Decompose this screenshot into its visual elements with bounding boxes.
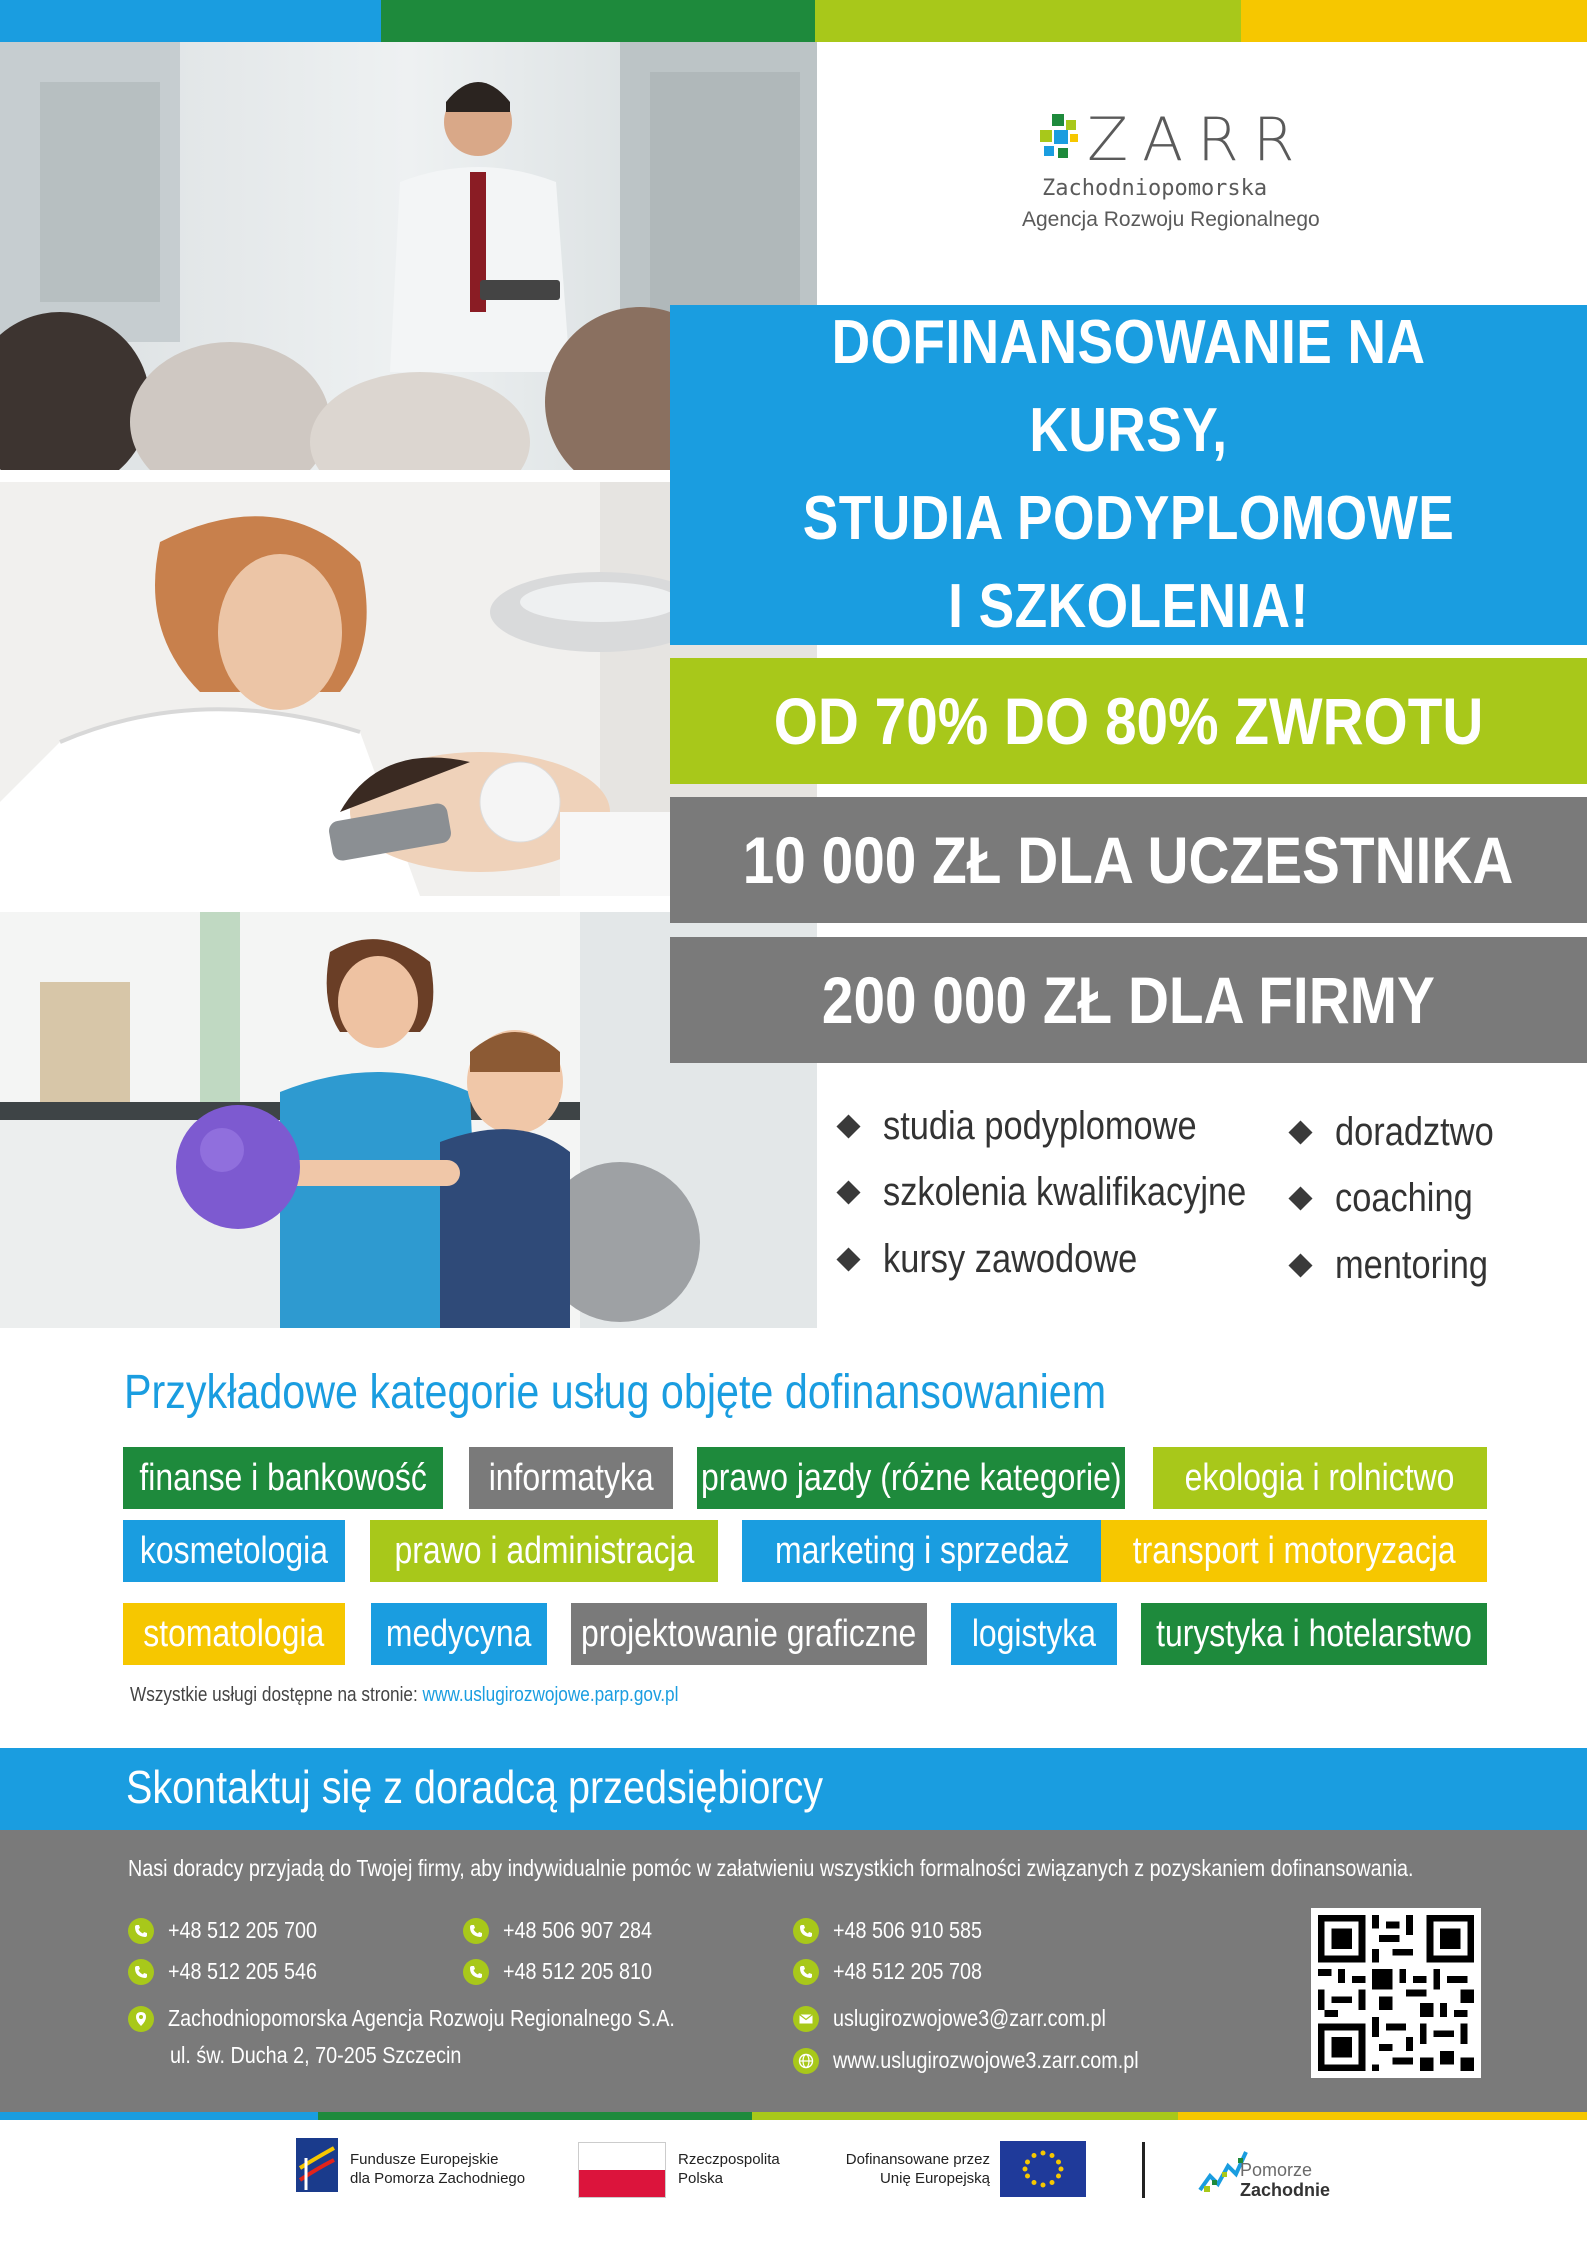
top-stripe-green: [381, 0, 815, 42]
diamond-icon: [836, 1114, 860, 1138]
category-tag: transport i motoryzacja: [1101, 1520, 1487, 1582]
qr-code[interactable]: [1311, 1908, 1481, 2078]
top-stripe-blue: [0, 0, 381, 42]
headline-line3: I SZKOLENIA!: [948, 572, 1309, 641]
bottom-stripe-yellow: [1178, 2112, 1587, 2120]
phone-line[interactable]: +48 506 910 585: [793, 1917, 1006, 1944]
services-link[interactable]: www.uslugirozwojowe.parp.gov.pl: [422, 1684, 679, 1706]
category-tag: marketing i sprzedaż: [742, 1520, 1102, 1582]
logo-subtitle-line2: Agencja Rozwoju Regionalnego: [1022, 208, 1320, 231]
category-tag: stomatologia: [123, 1603, 345, 1665]
list-item: coaching: [1292, 1176, 1495, 1221]
services-footnote: [130, 1684, 678, 1707]
polish-flag-icon: [578, 2142, 666, 2198]
bottom-stripe-lime: [752, 2112, 1178, 2120]
address-line: Zachodniopomorska Agencja Rozwoju Regionalnego S.A.: [128, 2005, 757, 2032]
list-item: doradztwo: [1292, 1110, 1520, 1155]
headline-box: [670, 305, 1587, 645]
phone-icon: [128, 1959, 154, 1985]
top-stripe-lime: [815, 0, 1241, 42]
category-tag: kosmetologia: [123, 1520, 345, 1582]
category-tag: ekologia i rolnictwo: [1153, 1447, 1487, 1509]
eu-flag-icon: [1000, 2141, 1086, 2197]
diamond-icon: [1288, 1186, 1312, 1210]
fundusze-europejskie-label: Fundusze Europejskie dla Pomorza Zachodniego: [350, 2151, 526, 2187]
envelope-icon: [793, 2006, 819, 2032]
zarr-logo-word: ZARR: [1087, 105, 1309, 175]
company-band: [670, 937, 1587, 1063]
globe-icon: [793, 2048, 819, 2074]
phone-icon: [463, 1959, 489, 1985]
contact-title: Skontaktuj się z doradcą przedsiębiorcy: [126, 1761, 824, 1813]
category-tag: prawo i administracja: [370, 1520, 718, 1582]
top-stripe-yellow: [1241, 0, 1587, 42]
category-tag: informatyka: [469, 1447, 673, 1509]
bottom-stripe-green: [318, 2112, 752, 2120]
list-item: kursy zawodowe: [840, 1237, 1179, 1282]
website-line[interactable]: www.uslugirozwojowe3.zarr.com.pl: [793, 2047, 1188, 2074]
category-tag: prawo jazdy (różne kategorie): [697, 1447, 1125, 1509]
fundusze-europejskie-icon: [296, 2138, 338, 2192]
list-item: mentoring: [1292, 1243, 1513, 1288]
pomorze-zachodnie-label: Pomorze Zachodnie: [1240, 2160, 1331, 2200]
contact-description: Nasi doradcy przyjadą do Twojej firmy, aby indywidualnie pomóc w załatwieniu wszystkich formalności związanych z pozyskaniem dofinansowania.: [128, 1855, 1414, 1881]
footnote-text: Wszystkie usługi dostępne na stronie:: [130, 1684, 423, 1706]
logo-subtitle-line1: Zachodniopomorska: [1042, 176, 1268, 201]
headline-line2: STUDIA PODYPLOMOWE: [802, 484, 1455, 553]
diamond-icon: [836, 1180, 860, 1204]
category-tag: projektowanie graficzne: [571, 1603, 927, 1665]
location-pin-icon: [128, 2006, 154, 2032]
diamond-icon: [1288, 1120, 1312, 1144]
phone-icon: [463, 1918, 489, 1944]
phone-icon: [793, 1918, 819, 1944]
rzeczpospolita-label: Rzeczpospolita Polska: [678, 2151, 780, 2187]
bottom-stripe-blue: [0, 2112, 318, 2120]
phone-line[interactable]: +48 506 907 284: [463, 1917, 676, 1944]
refund-band: [670, 658, 1587, 784]
address-street: ul. św. Ducha 2, 70-205 Szczecin: [170, 2042, 462, 2068]
list-item: studia podyplomowe: [840, 1104, 1248, 1149]
phone-line[interactable]: +48 512 205 708: [793, 1958, 1006, 1985]
headline-line1: DOFINANSOWANIE NA KURSY,: [831, 308, 1426, 465]
phone-line[interactable]: +48 512 205 546: [128, 1958, 341, 1985]
category-tag: turystyka i hotelarstwo: [1141, 1603, 1487, 1665]
list-item: szkolenia kwalifikacyjne: [840, 1170, 1305, 1215]
email-line[interactable]: uslugirozwojowe3@zarr.com.pl: [793, 2005, 1150, 2032]
category-tag: finanse i bankowość: [123, 1447, 443, 1509]
diamond-icon: [836, 1247, 860, 1271]
phone-icon: [128, 1918, 154, 1944]
phone-line[interactable]: +48 512 205 810: [463, 1958, 676, 1985]
phone-icon: [793, 1959, 819, 1985]
participant-band: [670, 797, 1587, 923]
categories-title: Przykładowe kategorie usług objęte dofinansowaniem: [124, 1366, 1107, 1419]
phone-line[interactable]: +48 512 205 700: [128, 1917, 341, 1944]
category-tag: medycyna: [371, 1603, 547, 1665]
category-tag: logistyka: [951, 1603, 1117, 1665]
diamond-icon: [1288, 1253, 1312, 1277]
refund-text: OD 70% DO 80% ZWROTU: [773, 684, 1484, 758]
participant-text: 10 000 ZŁ DLA UCZESTNIKA: [743, 823, 1514, 897]
eu-funding-label: Dofinansowane przez Unię Europejską: [845, 2151, 990, 2187]
company-text: 200 000 ZŁ DLA FIRMY: [822, 963, 1435, 1037]
zarr-logo-mark: [1040, 114, 1084, 160]
footer-divider: [1142, 2142, 1145, 2198]
